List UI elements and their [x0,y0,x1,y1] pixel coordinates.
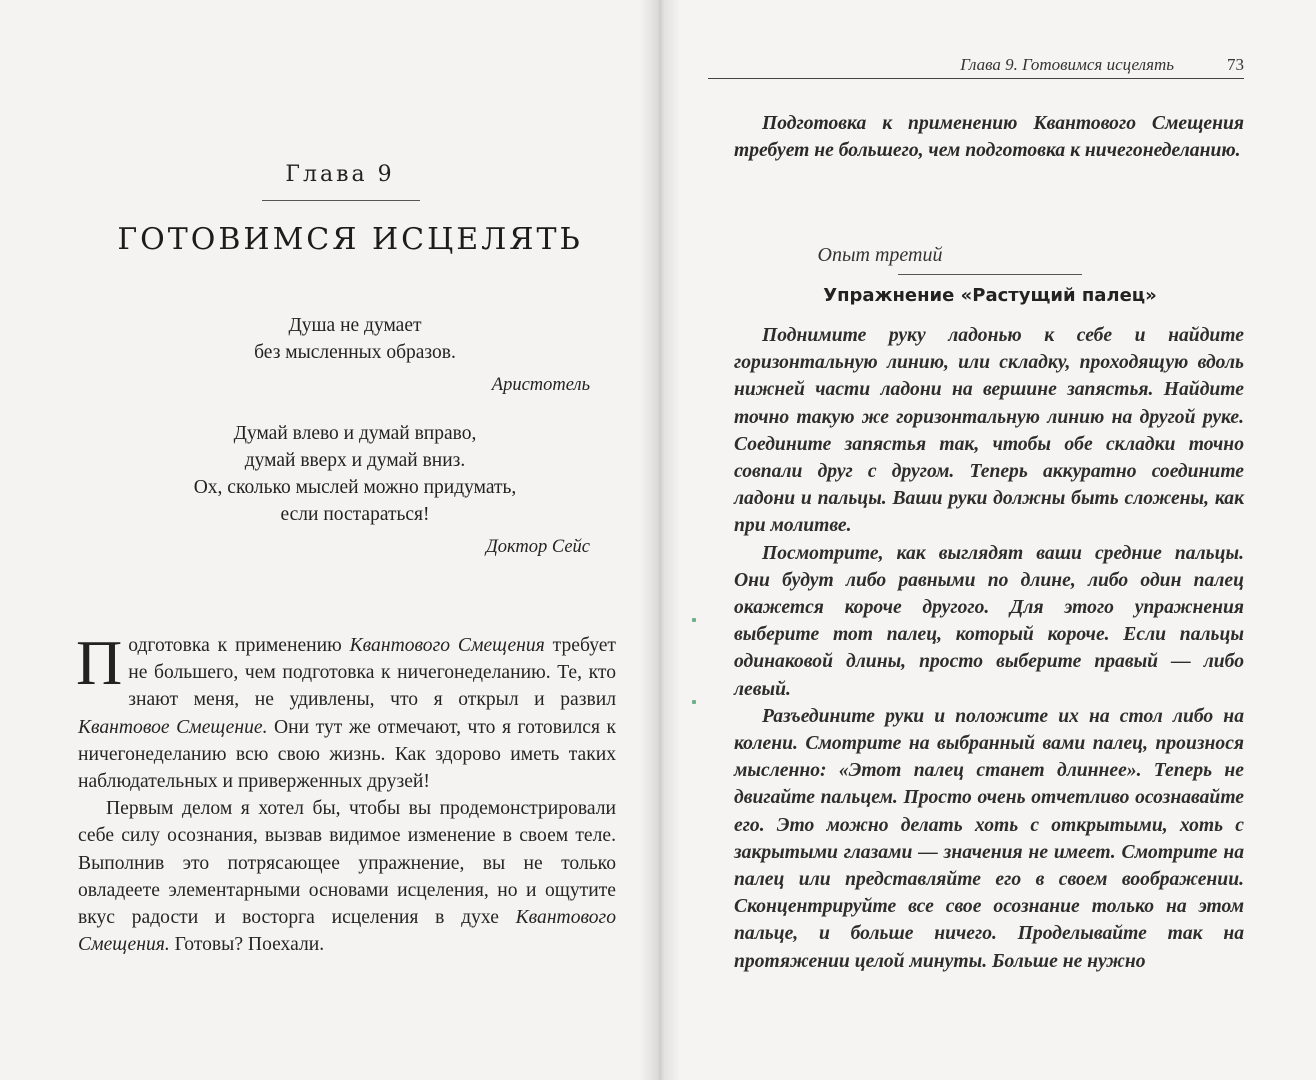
book-gutter [640,0,680,1080]
epigraph-author: Аристотель [491,375,590,395]
paragraph-1 [76,627,617,795]
italic-term: Квантового Смещения. [78,907,616,956]
right-intro-text: Подготовка к применению Квантового Смещения требует не большего, чем подготовка к ничегонеделанию. [734,113,1244,162]
text-run: Первым делом я хотел бы, чтобы вы продемонстрировали себе силу осознания, вызвав видимое изменение в своем теле. Выполнив это потрясающее упражнение, вы не только овладеете элементарными основами исцеления, но и ощутите вкус радости и восторга исцеления в духе [78,798,616,929]
epigraph-author: Доктор Сейс [485,537,590,557]
experience-heading: Опыт третий [817,244,943,266]
text-run: одготовка к применению [128,635,350,656]
text-run: требует не большего, чем подготовка к ничегонеделанию. Те, кто знают меня, не удивлены, что я открыл и развил [128,635,616,711]
epigraph-line: если постараться! [280,504,430,525]
experience-rule [898,274,1082,275]
epigraph-line: думай вверх и думай вниз. [244,450,466,471]
paragraph: Посмотрите, как выглядят ваши средние пальцы. Они будут либо равными по длине, либо один палец окажется короче другого. Для этого упражнения выберите тот палец, который короче. Если пальцы одинаковой длины, просто выберите правый — либо левый. [734,542,1244,700]
italic-term: Квантовое Смещение. [78,716,268,738]
paragraph-2 [78,795,616,958]
running-head-title: Глава 9. Готовимся исцелять [960,55,1174,74]
epigraph-line: Ох, сколько мыслей можно придумать, [193,477,517,498]
epigraph-line: без мысленных образов. [254,342,456,363]
running-head [708,55,1244,77]
running-head-rule [708,78,1244,79]
paragraph: Поднимите руку ладонью к себе и найдите горизонтальную линию, или складку, проходящую вдоль нижней части ладони на вершине запястья. Найдите точно такую же горизонтальную линию на другой руке. Соедините запястья так, чтобы обе складки точно совпали друг с другом. Теперь аккуратно соедините ладони и пальцы. Ваши руки должны быть сложены, как при молитве. [734,325,1244,537]
epigraph-line: Душа не думает [288,315,422,336]
edge-mark [692,700,696,704]
exercise-title: Упражнение «Растущий палец» [823,285,1157,306]
drop-cap: П [76,627,123,698]
edge-mark [692,618,696,622]
epigraph-line: Думай влево и думай вправо, [233,423,477,444]
chapter-label: Глава 9 [285,162,395,187]
italic-term: Квантового Смещения [349,635,545,656]
left-body-text [76,627,617,958]
page-number: 73 [1227,55,1244,74]
chapter-rule [262,200,420,201]
text-run: Готовы? Поехали. [169,934,325,956]
epigraph-seuss [120,420,590,560]
paragraph: Разъедините руки и положите их на стол либо на колени. Смотрите на выбранный вами палец, произнося мысленно: «Этот палец станет длиннее». Теперь не двигайте пальцем. Просто очень отчетливо осознавайте его. Это можно делать хоть с открытыми, хоть с закрытыми глазами — значения не имеет. Смотрите на палец или представляйте его в своем воображении. Сконцентрируйте все свое осознание только на этом пальце, и больше ничего. Проделывайте так на протяжении целой минуты. Больше не нужно [734,705,1244,972]
right-body-text [734,322,1244,975]
chapter-title: ГОТОВИМСЯ ИСЦЕЛЯТЬ [117,222,583,257]
text-run: Они тут же отмечают, что я готовился к ничегонеделанию всю свою жизнь. Как здорово иметь таких наблюдательных и приверженных друзей! [78,716,617,793]
epigraph-aristotle [120,312,590,398]
